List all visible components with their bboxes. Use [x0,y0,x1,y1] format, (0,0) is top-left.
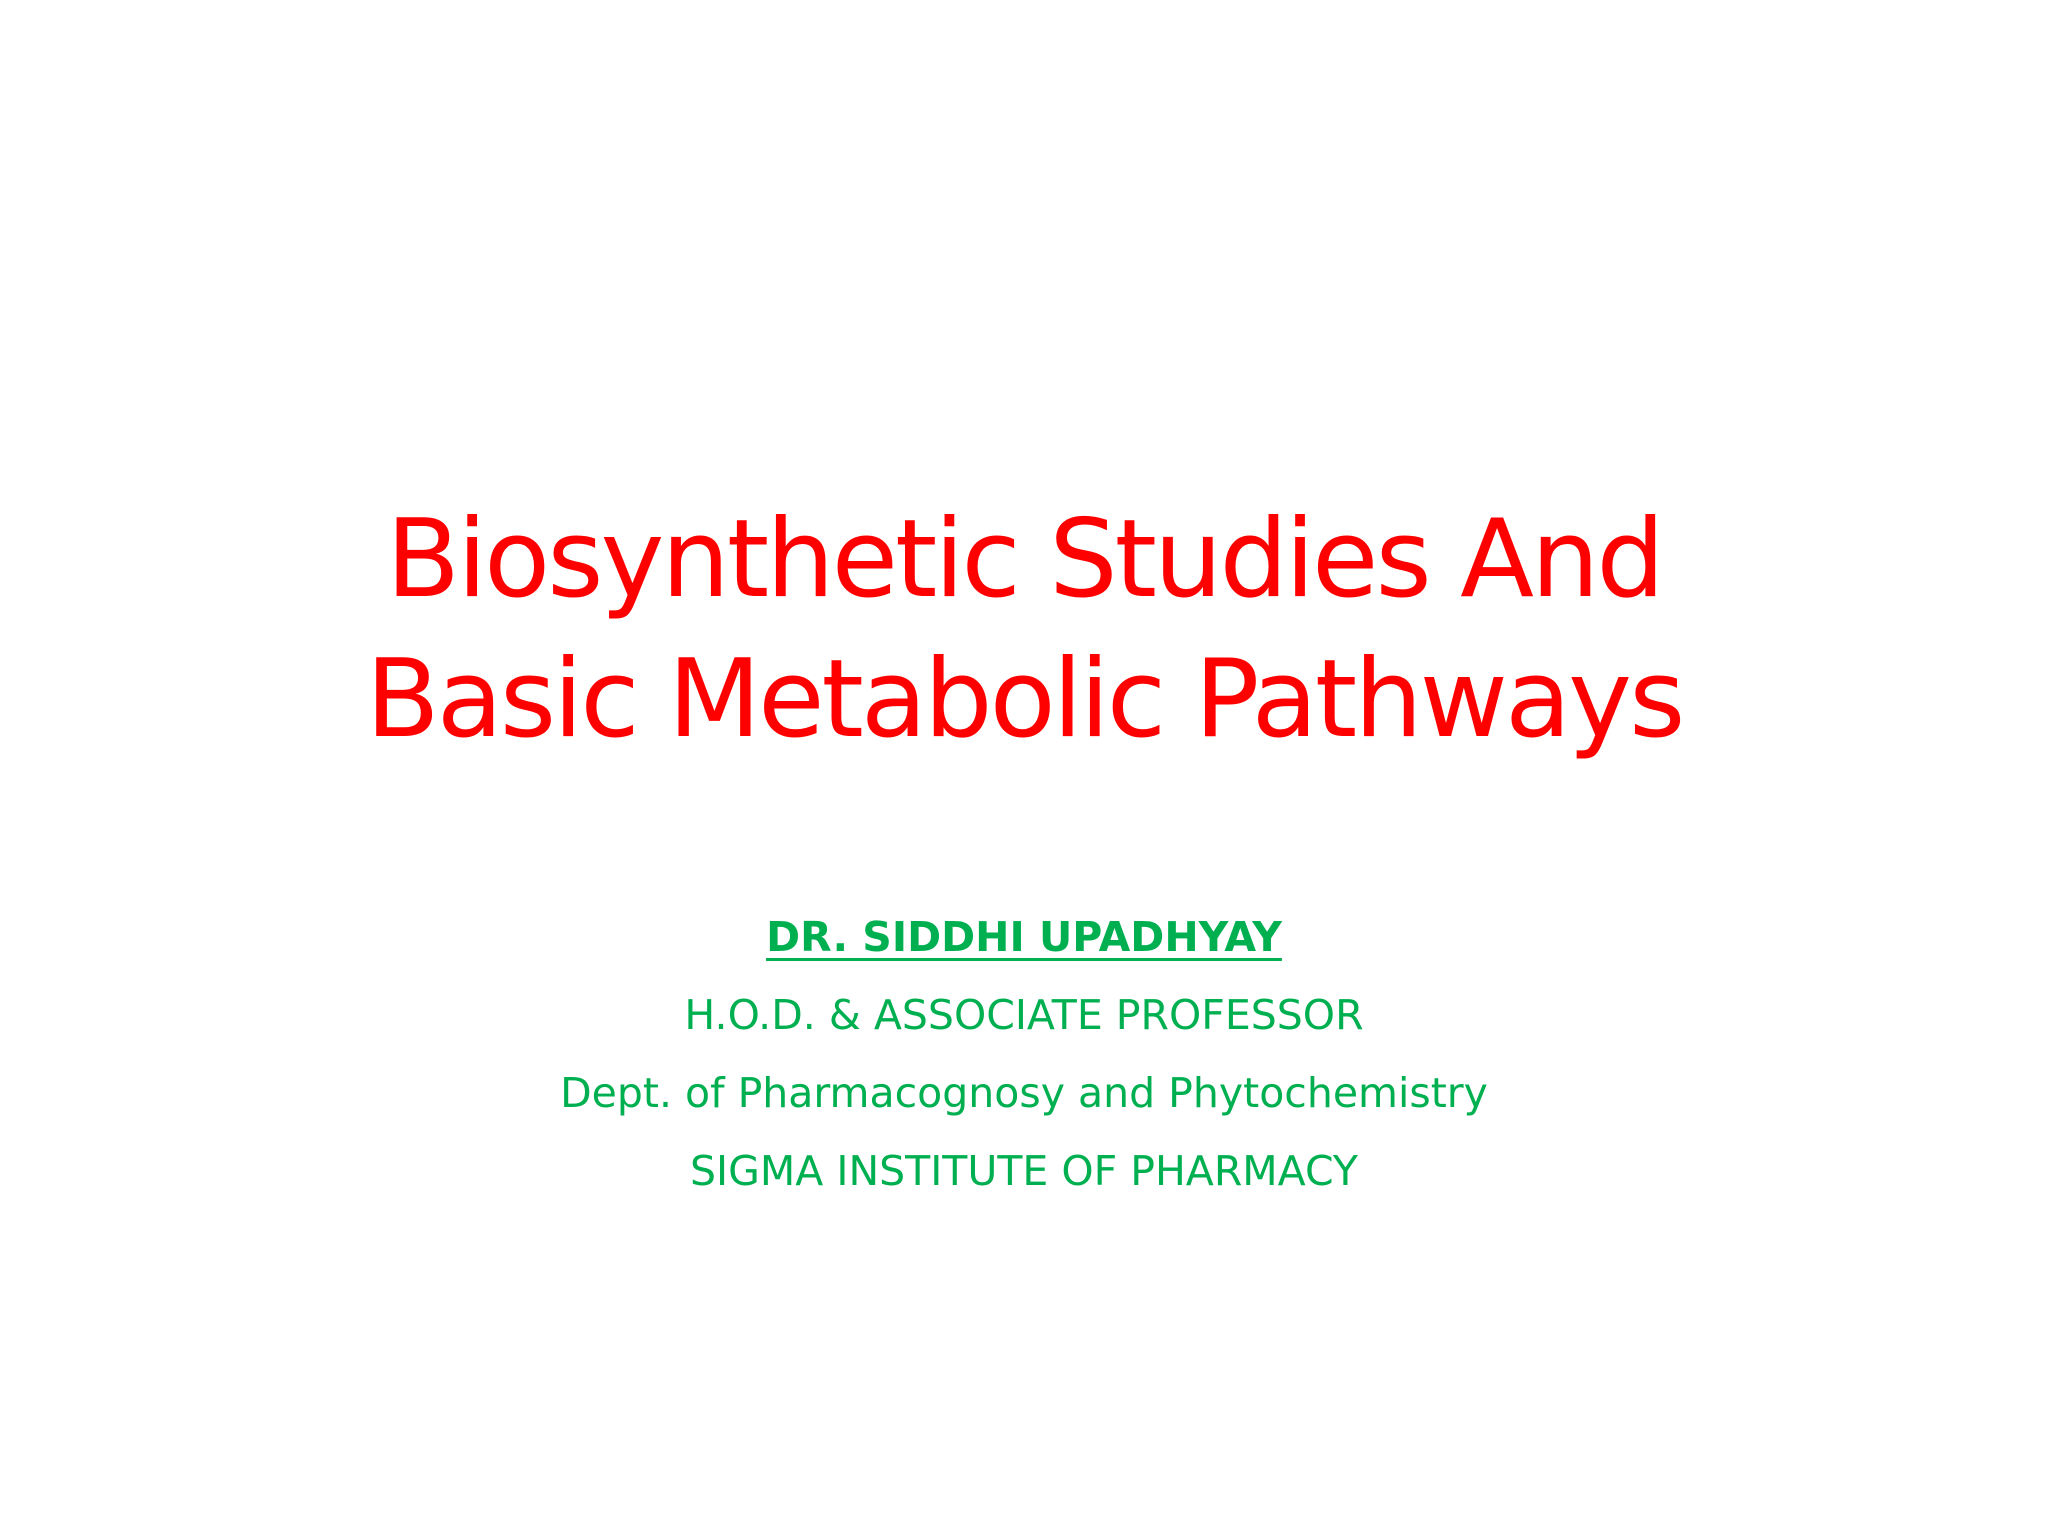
title-line-1: Biosynthetic Studies And [386,497,1662,622]
slide-title [0,490,2048,770]
title-line-2: Basic Metabolic Pathways [365,637,1683,762]
department-name: Dept. of Pharmacognosy and Phytochemistry [560,1069,1488,1117]
author-position: H.O.D. & ASSOCIATE PROFESSOR [684,991,1364,1039]
slide-subtitle [0,898,2048,1210]
author-name: DR. SIDDHI UPADHYAY [766,913,1282,961]
institute-name: SIGMA INSTITUTE OF PHARMACY [690,1147,1358,1195]
